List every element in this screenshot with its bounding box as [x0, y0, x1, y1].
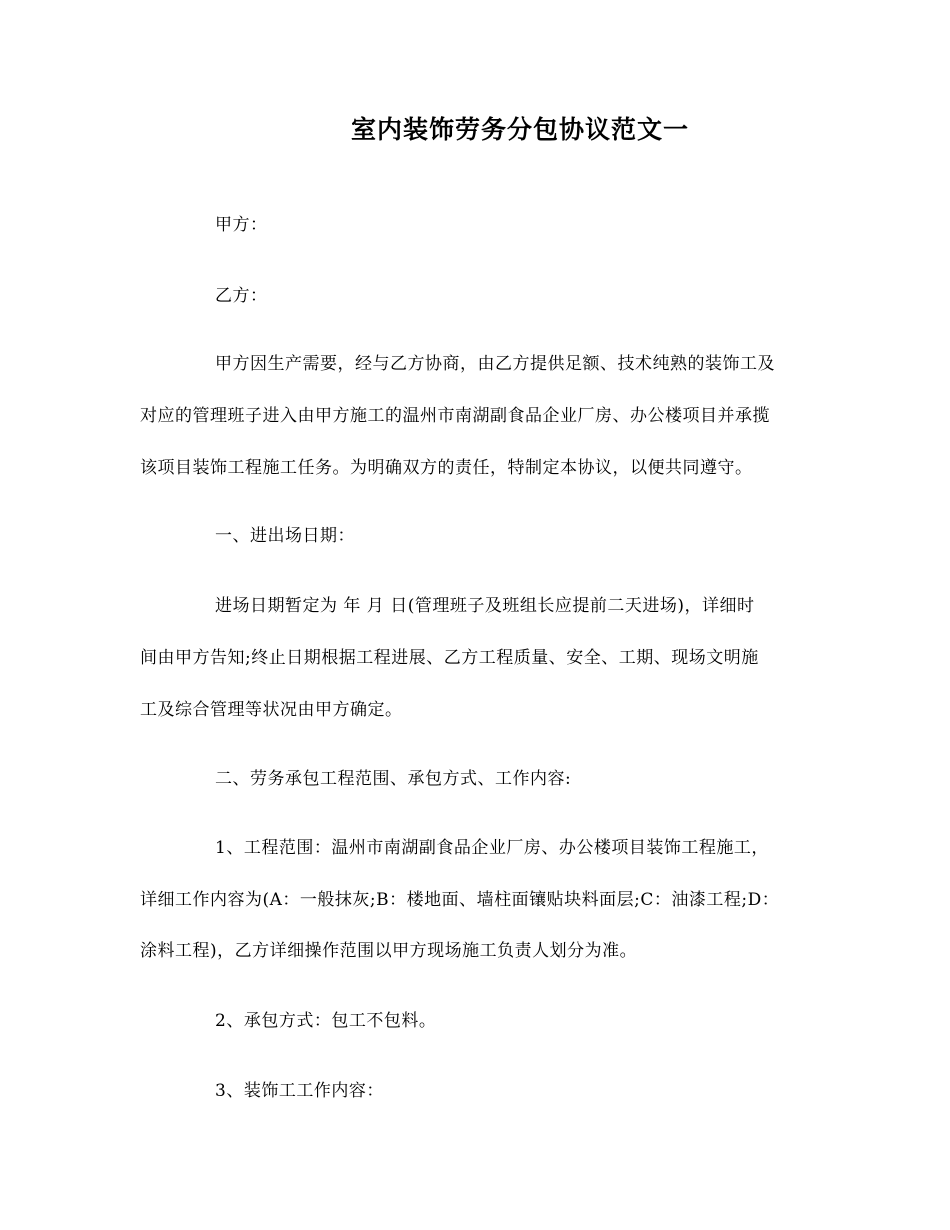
party-b-label: 乙方： [215, 286, 268, 306]
party-a-label: 甲方： [215, 215, 268, 235]
intro-line-1: 甲方因生产需要，经与乙方协商，由乙方提供足额、技术纯熟的装饰工及 [215, 354, 775, 374]
intro-line-3: 该项目装饰工程施工任务。为明确双方的责任，特制定本协议，以便共同遵守。 [140, 458, 753, 478]
item2-line: 2、承包方式：包工不包料。 [215, 1011, 437, 1031]
section1-heading: 一、进出场日期： [215, 526, 355, 546]
section1-line-2: 间由甲方告知;终止日期根据工程进展、乙方工程质量、安全、工期、现场文明施 [140, 648, 759, 668]
section1-line-1: 进场日期暂定为 年 月 日(管理班子及班组长应提前二天进场)，详细时 [215, 596, 755, 616]
item1-line-2: 详细工作内容为(A：一般抹灰;B：楼地面、墙柱面镶贴块料面层;C：油漆工程;D： [140, 890, 780, 910]
intro-line-2: 对应的管理班子进入由甲方施工的温州市南湖副食品企业厂房、办公楼项目并承揽 [140, 406, 770, 426]
section1-line-3: 工及综合管理等状况由甲方确定。 [140, 700, 403, 720]
item3-line: 3、装饰工工作内容： [215, 1081, 384, 1101]
item1-line-3: 涂料工程)，乙方详细操作范围以甲方现场施工负责人划分为准。 [140, 941, 638, 961]
document-title: 室内装饰劳务分包协议范文一 [350, 115, 689, 144]
item1-line-1: 1、工程范围：温州市南湖副食品企业厂房、办公楼项目装饰工程施工， [215, 838, 769, 858]
section2-heading: 二、劳务承包工程范围、承包方式、工作内容: [215, 769, 572, 789]
